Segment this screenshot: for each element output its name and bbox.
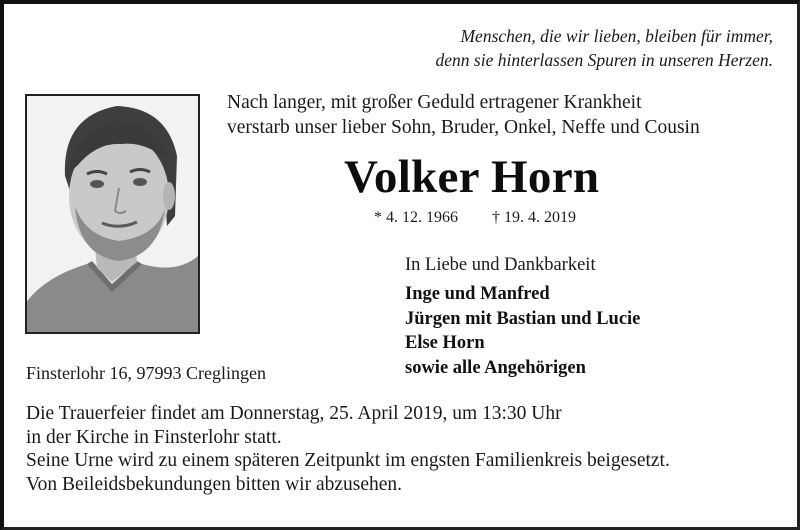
death-date: † 19. 4. 2019	[492, 209, 576, 226]
intro-text	[227, 90, 700, 140]
intro-line: Nach langer, mit großer Geduld ertragener Krankheit	[227, 92, 642, 113]
portrait-photo	[25, 94, 200, 334]
portrait-image	[27, 96, 198, 332]
deceased-name: Volker Horn	[344, 151, 600, 203]
mourner-entry: Inge und Manfred	[405, 284, 550, 304]
funeral-details-line: Die Trauerfeier findet am Donnerstag, 25. April 2019, um 13:30 Uhr	[26, 403, 562, 424]
motto-quote	[353, 24, 773, 72]
funeral-details-line: Von Beileidsbekundungen bitten wir abzusehen.	[26, 473, 403, 495]
mourner-entry: Else Horn	[405, 333, 485, 353]
motto-line: Menschen, die wir lieben, bleiben für immer,	[460, 26, 773, 46]
mourner-entry: Jürgen mit Bastian und Lucie	[405, 308, 641, 329]
address: Finsterlohr 16, 97993 Creglingen	[26, 363, 266, 383]
mourners-list	[405, 282, 640, 380]
thanks-line: In Liebe und Dankbarkeit	[405, 255, 596, 275]
life-dates	[374, 208, 576, 228]
motto-line: denn sie hinterlassen Spuren in unseren Herzen.	[435, 50, 773, 70]
mourner-entry: sowie alle Angehörigen	[405, 357, 586, 378]
funeral-details-line: in der Kirche in Finsterlohr statt.	[26, 426, 282, 448]
intro-line: verstarb unser lieber Sohn, Bruder, Onkel, Neffe und Cousin	[227, 117, 700, 138]
funeral-details	[26, 402, 670, 496]
birth-date: * 4. 12. 1966	[374, 209, 458, 226]
funeral-details-line: Seine Urne wird zu einem späteren Zeitpunkt im engsten Familienkreis beigesetzt.	[26, 450, 670, 471]
